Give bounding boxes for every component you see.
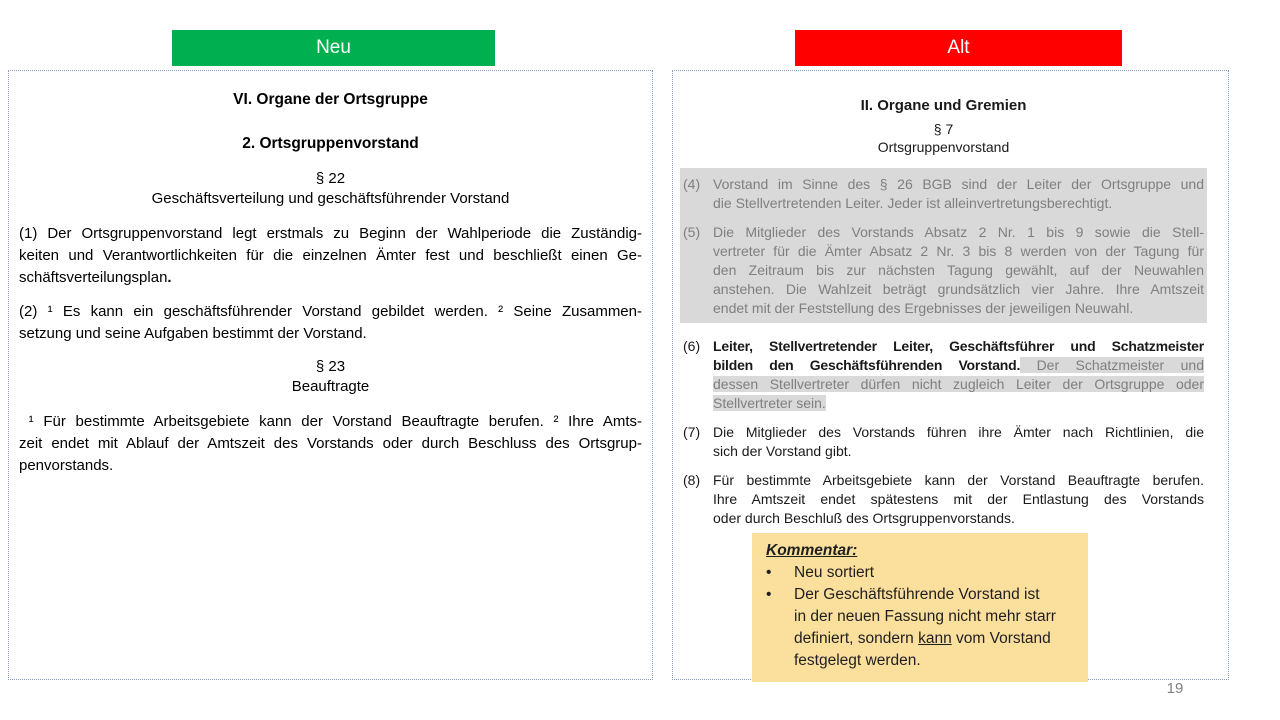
text-line — [19, 455, 642, 477]
text-line — [713, 394, 1204, 413]
text-line — [19, 323, 642, 345]
text-line — [713, 490, 1204, 509]
text-segment: Für bestimmte Arbeitsgebiete kann der Vorstand Beauftragte berufen. — [713, 472, 1204, 488]
left-panel-section-title: 2. Ortsgruppenvorstand — [242, 135, 419, 152]
text-segment: Leiter, Stellvertretender Leiter, Geschäftsführer und Schatzmeister — [713, 338, 1204, 354]
text-line — [713, 356, 1204, 375]
statute-paragraph-6 — [683, 337, 1204, 413]
text-segment: festgelegt werden. — [794, 652, 921, 669]
text-line — [713, 280, 1204, 299]
text-line — [794, 606, 1078, 628]
paragraph-beauftragte — [19, 411, 642, 477]
paragraph-number: (5) — [683, 224, 701, 240]
text-line — [713, 337, 1204, 356]
paragraph-number: (7) — [683, 424, 701, 440]
text-segment: endet mit der Feststellung des Ergebnisses der jeweiligen Neuwahl. — [713, 300, 1134, 316]
text-line — [794, 650, 1078, 672]
text-line — [713, 299, 1204, 318]
text-segment: Der Geschäftsführende Vorstand ist — [794, 586, 1040, 603]
paragraph-text — [713, 223, 1204, 318]
text-segment: anstehen. Die Wahlzeit beträgt grundsätzlich vier Jahre. Ihre Amtszeit — [713, 281, 1204, 297]
text-line — [713, 223, 1204, 242]
text-segment: schäftsverteilungsplan — [19, 269, 168, 286]
paragraph-text — [713, 175, 1204, 213]
text-segment: Der Schatzmeister und — [1020, 357, 1204, 373]
text-segment: oder durch Beschluß des Ortsgruppenvorstands. — [713, 510, 1015, 526]
neu-header-box — [172, 30, 495, 66]
text-segment: Die Mitglieder des Vorstands führen ihre Ämter nach Richtlinien, die — [713, 424, 1204, 440]
section-22-heading — [19, 169, 642, 209]
text-line — [19, 223, 642, 245]
paragraph-2 — [19, 301, 642, 345]
bullet-marker: • — [766, 586, 772, 603]
section-22-name: Geschäftsverteilung und geschäftsführender Vorstand — [151, 190, 510, 207]
comment-box — [752, 533, 1088, 682]
page-number: 19 — [1166, 680, 1184, 697]
alt-header-box — [795, 30, 1122, 66]
text-line — [19, 411, 642, 433]
text-segment: Die Mitglieder des Vorstands Absatz 2 Nr. 1 bis 9 sowie die Stell- — [713, 224, 1204, 240]
alt-header-label: Alt — [947, 37, 970, 58]
text-segment: bilden den Geschäftsführenden Vorstand. — [713, 357, 1021, 373]
text-segment: (2) ¹ Es kann ein geschäftsführender Vorstand gebildet werden. ² Seine Zusammen- — [19, 303, 642, 320]
section-7-heading — [683, 120, 1204, 156]
text-segment: Vorstand im Sinne des § 26 BGB sind der Leiter der Ortsgruppe und — [713, 176, 1204, 192]
text-segment: vom Vorstand — [951, 630, 1051, 647]
text-segment: Ihre Amtszeit endet spätestens mit der Entlastung des Vorstands — [713, 491, 1204, 507]
statute-paragraph-4 — [683, 175, 1204, 213]
text-line — [19, 301, 642, 323]
text-line — [713, 175, 1204, 194]
statute-paragraph-5 — [683, 223, 1204, 318]
text-segment: definiert, sondern — [794, 630, 919, 647]
paragraph-text — [713, 337, 1204, 413]
text-segment: penvorstands. — [19, 457, 114, 474]
text-line — [794, 562, 1078, 584]
text-line — [713, 423, 1204, 442]
section-7-name: Ortsgruppenvorstand — [877, 139, 1010, 155]
text-segment: setzung und seine Aufgaben bestimmt der Vorstand. — [19, 325, 367, 342]
text-segment: Neu sortiert — [794, 564, 875, 581]
paragraph-text — [713, 423, 1204, 461]
text-line — [794, 628, 1078, 650]
statute-paragraph-7 — [683, 423, 1204, 461]
left-panel-chapter-title: VI. Organe der Ortsgruppe — [233, 91, 428, 108]
comment-bullet-2 — [766, 584, 1078, 672]
text-line — [19, 245, 642, 267]
paragraph-number: (6) — [683, 338, 701, 354]
section-23-heading — [19, 357, 642, 397]
text-line — [794, 584, 1078, 606]
text-line — [713, 442, 1204, 461]
text-line — [19, 267, 642, 289]
paragraph-text — [713, 471, 1204, 528]
section-22-label: § 22 — [315, 170, 346, 187]
section-23-label: § 23 — [315, 358, 346, 375]
text-line — [713, 471, 1204, 490]
text-line — [713, 194, 1204, 213]
text-line — [713, 509, 1204, 528]
highlighted-paragraph-block — [680, 168, 1207, 323]
text-segment: den Zeitraum bis zur nächsten Tagung gewählt, auf der Neuwahlen — [713, 262, 1204, 278]
text-segment: Stellvertreter sein. — [713, 395, 826, 411]
text-segment: dessen Stellvertreter dürfen nicht zugleich Leiter der Ortsgruppe oder — [713, 376, 1204, 392]
paragraph-number: (4) — [683, 176, 701, 192]
text-segment: . — [167, 269, 172, 286]
paragraph-1 — [19, 223, 642, 289]
section-23-name: Beauftragte — [291, 378, 370, 395]
text-line — [713, 242, 1204, 261]
text-segment: vertreter für die Ämter Absatz 2 Nr. 3 bis 8 werden von der Tagung für — [713, 243, 1204, 259]
text-segment: keiten und Verantwortlichkeiten für die einzelnen Ämter fest und beschließt einen Ge- — [19, 247, 642, 264]
comment-bullet-1 — [766, 562, 1078, 584]
paragraph-number: (8) — [683, 472, 701, 488]
statute-paragraph-8 — [683, 471, 1204, 528]
paragraph-block — [683, 337, 1204, 528]
right-panel-chapter-title: II. Organe und Gremien — [860, 97, 1027, 114]
text-segment: zeit endet mit Ablauf der Amtszeit des Vorstands oder durch Beschluss des Ortsgrup- — [19, 435, 642, 452]
text-segment: (1) Der Ortsgruppenvorstand legt erstmals zu Beginn der Wahlperiode die Zuständig- — [19, 225, 642, 242]
bullet-marker: • — [766, 564, 772, 581]
text-segment: in der neuen Fassung nicht mehr starr — [794, 608, 1056, 625]
text-segment: sich der Vorstand gibt. — [713, 443, 852, 459]
text-segment: die Stellvertretenden Leiter. Jeder ist alleinvertretungsberechtigt. — [713, 195, 1113, 211]
text-segment: ¹ Für bestimmte Arbeitsgebiete kann der Vorstand Beauftragte berufen. ² Ihre Amts- — [19, 413, 642, 430]
text-line — [713, 375, 1204, 394]
neu-version-panel — [8, 70, 653, 680]
text-line — [19, 433, 642, 455]
text-line — [713, 261, 1204, 280]
comment-bullet-2-text — [794, 584, 1078, 672]
comment-title: Kommentar: — [766, 542, 858, 559]
comment-bullet-1-text — [794, 562, 1078, 584]
text-segment: kann — [918, 630, 952, 647]
section-7-label: § 7 — [933, 121, 954, 137]
neu-header-label: Neu — [316, 37, 351, 58]
